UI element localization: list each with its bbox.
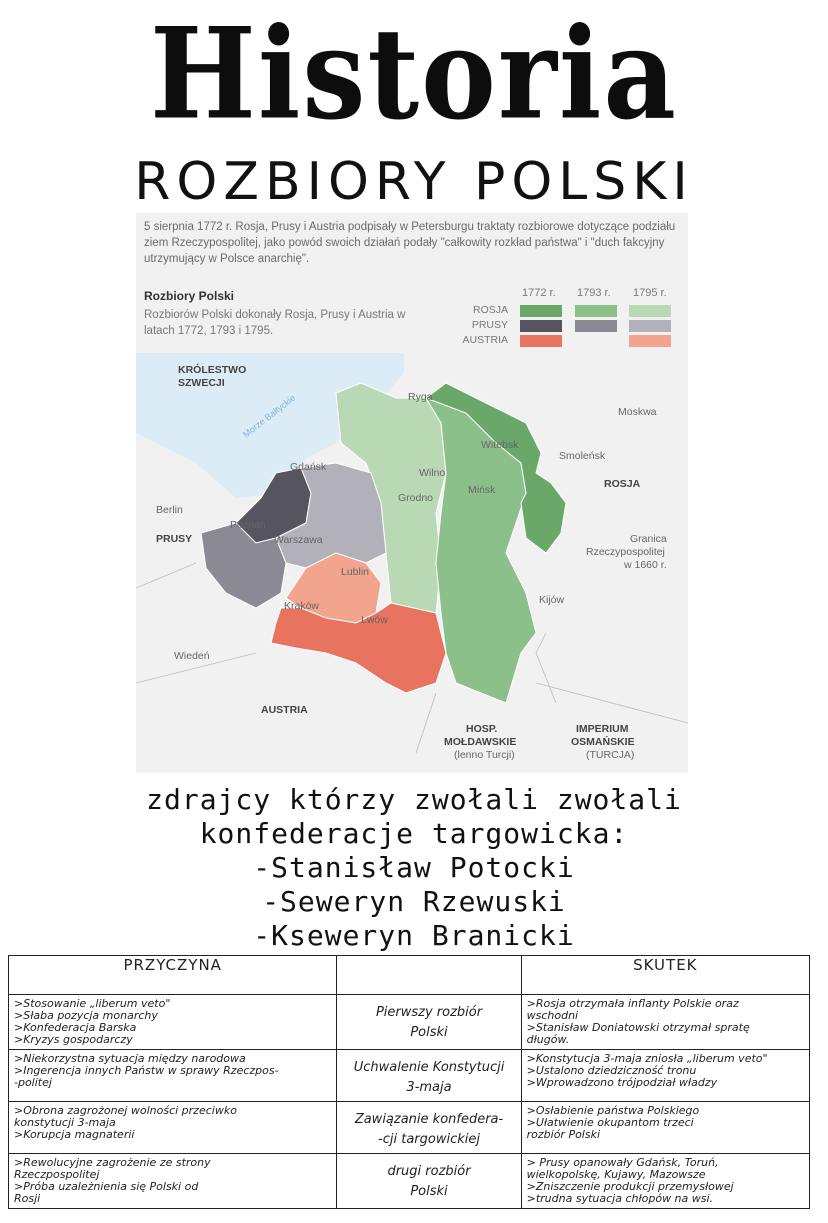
label-witebsk: Witebsk — [481, 439, 519, 451]
effect-cell — [521, 995, 809, 1050]
legend-swatch-prusy-1795 — [629, 320, 671, 332]
effect-line: >Stanisław Doniatowski otrzymał spratę — [526, 1022, 750, 1034]
effect-line: >Osłabienie państwa Polskiego — [526, 1105, 700, 1117]
label-rosja: ROSJA — [604, 478, 641, 490]
legend-swatch-rosja-1772 — [520, 305, 562, 317]
label-sweden-2: SZWECJI — [178, 377, 225, 389]
label-prusy: PRUSY — [156, 533, 193, 545]
effect-line: >Rosja otrzymała inflanty Polskie oraz — [526, 998, 739, 1010]
history-table — [8, 955, 810, 1223]
cause-line: -politej — [14, 1077, 52, 1089]
event-cell — [337, 995, 521, 1050]
map-title: Rozbiory Polski — [144, 289, 235, 303]
page-title: Historia — [150, 1, 678, 148]
legend-swatch-austria-1795 — [629, 335, 671, 347]
table-row — [9, 1050, 810, 1102]
cause-line: >Obrona zagrożonej wolności przeciwko — [14, 1105, 237, 1117]
map-card — [136, 213, 688, 773]
label-imperium-1: IMPERIUM — [576, 723, 629, 735]
label-wilno: Wilno — [419, 467, 446, 479]
label-poznan: Poznań — [230, 519, 266, 531]
cause-line: >Konfederacja Barska — [14, 1022, 137, 1034]
cause-line: >Korupcja magnaterii — [14, 1129, 135, 1141]
label-granica-3: w 1660 r. — [624, 559, 667, 571]
effect-line: wielkopolskę, Kujawy, Mazowsze — [526, 1169, 706, 1181]
effect-line: >Ułatwienie okupantom trzeci — [526, 1117, 694, 1129]
legend-year-1772: 1772 r. — [522, 287, 556, 299]
legend-year-1795: 1795 r. — [633, 287, 667, 299]
effect-line: >Zniszczenie produkcji przemysłowej — [526, 1181, 734, 1193]
cause-cell — [9, 1154, 337, 1209]
label-hosp-1: HOSP. — [466, 723, 498, 735]
label-krakow: Kraków — [284, 600, 320, 612]
effect-line: > Prusy opanowały Gdańsk, Toruń, — [526, 1157, 719, 1169]
label-grodno: Grodno — [398, 492, 434, 504]
header-skutek: SKUTEK — [521, 956, 809, 995]
legend-swatch-prusy-1772 — [520, 320, 562, 332]
confederation-name-2: -Seweryn Rzewuski — [262, 885, 566, 918]
cause-cell — [9, 995, 337, 1050]
label-hosp-2: MOŁDAWSKIE — [444, 736, 517, 748]
effect-cell — [521, 1050, 809, 1102]
label-warszawa: Warszawa — [274, 534, 323, 546]
legend-year-1793: 1793 r. — [577, 287, 611, 299]
label-austria: AUSTRIA — [261, 704, 308, 716]
table-header-row — [9, 956, 810, 995]
label-lublin: Lublin — [341, 566, 370, 578]
label-gdansk: Gdańsk — [290, 461, 327, 473]
effect-line: wschodni — [526, 1010, 579, 1022]
map-description: Rozbiorów Polski dokonały Rosja, Prusy i Austria w latach 1772, 1793 i 1795. — [144, 309, 406, 337]
header-event — [337, 956, 521, 995]
cause-cell — [9, 1102, 337, 1154]
effect-line: >Konstytucja 3-maja zniosła „liberum veto" — [526, 1053, 768, 1065]
cause-line: konstytucji 3-maja — [14, 1117, 116, 1129]
event-cell — [337, 1050, 521, 1102]
label-ryga: Ryga — [408, 391, 433, 403]
legend-swatch-prusy-1793 — [575, 320, 617, 332]
label-minsk: Mińsk — [468, 484, 496, 496]
effect-cell — [521, 1102, 809, 1154]
event-line: Polski — [410, 1025, 448, 1040]
cause-cell — [9, 1050, 337, 1102]
cause-line: >Próba uzależnienia się Polski od — [14, 1181, 199, 1193]
partition-map — [136, 353, 688, 773]
cause-line: Rzeczpospolitej — [14, 1169, 100, 1181]
legend-label-prusy: PRUSY — [471, 319, 508, 331]
label-berlin: Berlin — [156, 504, 183, 516]
effect-line: >Wprowadzono trójpodział władzy — [526, 1077, 718, 1089]
label-kijow: Kijów — [539, 594, 565, 606]
page-subtitle: ROZBIORY POLSKI — [134, 152, 694, 212]
effect-line: >trudna sytuacja chłopów na wsi. — [526, 1193, 714, 1205]
cause-line: >Kryzys gospodarczy — [14, 1034, 133, 1046]
cause-line: >Słaba pozycja monarchy — [14, 1010, 158, 1022]
label-smolensk: Smoleńsk — [559, 450, 606, 462]
event-line: -cji targowickiej — [378, 1132, 480, 1147]
map-intro-text: 5 sierpnia 1772 r. Rosja, Prusy i Austria podpisały w Petersburgu traktaty rozbiorowe dotyczące podziału ziem Rzeczypospolitej, jako powód swoich działań podały "całkowity rozkład państwa" i "duch fakcyjny utrzymujący w Polsce anarchię". — [144, 221, 676, 265]
confederation-name-1: -Stanisław Potocki — [253, 851, 575, 884]
event-line: drugi rozbiór — [387, 1164, 471, 1179]
cause-line: >Niekorzystna sytuacja między narodowa — [14, 1053, 246, 1065]
confederation-heading-2: konfederacje targowicka: — [199, 817, 629, 850]
cause-line: >Rewolucyjne zagrożenie ze strony — [14, 1157, 211, 1169]
label-lwow: Lwów — [361, 614, 388, 626]
effect-line: rozbiór Polski — [526, 1129, 601, 1141]
legend-label-austria: AUSTRIA — [462, 334, 508, 346]
event-cell — [337, 1102, 521, 1154]
legend-swatch-austria-1772 — [520, 335, 562, 347]
label-sweden-1: KRÓLESTWO — [178, 364, 247, 376]
effect-cell — [521, 1154, 809, 1209]
label-moskwa: Moskwa — [618, 406, 657, 418]
event-line: Zawiązanie konfedera- — [354, 1112, 504, 1127]
table-row — [9, 1154, 810, 1209]
legend-swatch-rosja-1793 — [575, 305, 617, 317]
table-row — [9, 995, 810, 1050]
table-row — [9, 1102, 810, 1154]
confederation-heading-1: zdrajcy którzy zwołali zwołali — [146, 783, 682, 816]
label-baltic: Morze Bałtyckie — [241, 392, 298, 440]
label-granica-2: Rzeczypospolitej — [586, 546, 665, 558]
event-line: Uchwalenie Konstytucji — [353, 1060, 505, 1075]
header-przyczyna: PRZYCZYNA — [9, 956, 337, 995]
confederation-section — [0, 783, 828, 953]
label-imperium-2: OSMAŃSKIE — [571, 736, 635, 748]
label-imperium-3: (TURCJA) — [586, 749, 635, 761]
label-hosp-3: (lenno Turcji) — [454, 749, 515, 761]
label-granica-1: Granica — [630, 533, 667, 545]
effect-line: >Ustalono dziedziczność tronu — [526, 1065, 697, 1077]
legend-swatch-rosja-1795 — [629, 305, 671, 317]
legend-label-rosja: ROSJA — [472, 304, 508, 316]
event-line: 3-maja — [406, 1080, 452, 1095]
cause-line: Rosji — [14, 1193, 41, 1205]
event-line: Pierwszy rozbiór — [375, 1005, 483, 1020]
confederation-name-3: -Kseweryn Branicki — [253, 919, 575, 952]
event-line: Polski — [410, 1184, 448, 1199]
event-cell — [337, 1154, 521, 1209]
effect-line: długów. — [526, 1034, 570, 1046]
cause-line: >Ingerencja innych Państw w sprawy Rzeczpos- — [14, 1065, 279, 1077]
cause-line: >Stosowanie „liberum veto" — [14, 998, 171, 1010]
label-wieden: Wiedeń — [174, 650, 210, 662]
